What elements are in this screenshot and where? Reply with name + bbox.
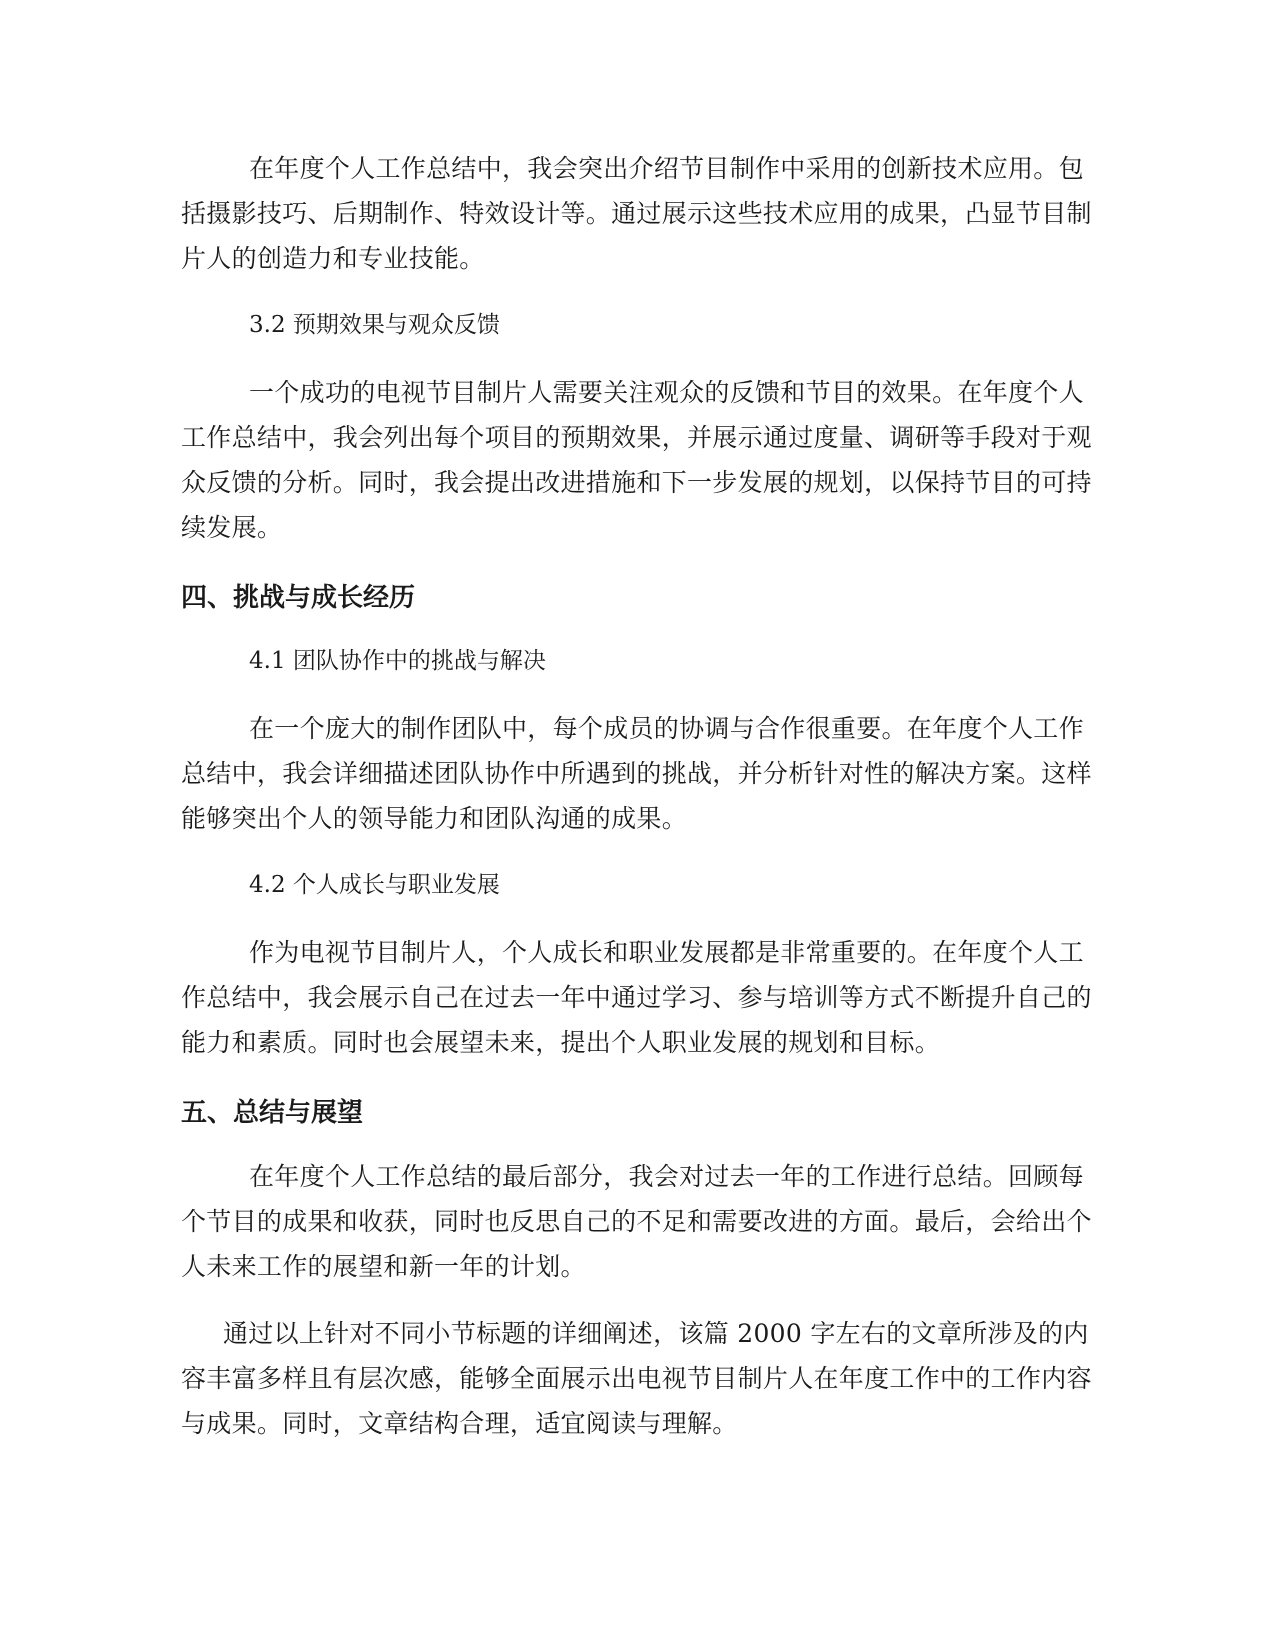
section-heading-4: 四、挑战与成长经历 xyxy=(181,583,416,613)
subsection-title-4-2: 4.2 个人成长与职业发展 xyxy=(249,872,500,898)
paragraph-personal-growth: 作为电视节目制片人，个人成长和职业发展都是非常重要的。在年度个人工作总结中，我会展示自己在过去一年中通过学习、参与培训等方式不断提升自己的能力和素质。同时也会展望未来，提出个人职业发展的规划和目标。 xyxy=(181,938,1092,1057)
document-page xyxy=(181,146,1097,1446)
paragraph-conclusion: 通过以上针对不同小节标题的详细阐述，该篇 2000 字左右的文章所涉及的内容丰富多样且有层次感，能够全面展示出电视节目制片人在年度工作中的工作内容与成果。同时，文章结构合理，适宜阅读与理解。 xyxy=(181,1319,1092,1438)
subsection-title-4-1: 4.1 团队协作中的挑战与解决 xyxy=(249,648,546,674)
paragraph-summary: 在年度个人工作总结的最后部分，我会对过去一年的工作进行总结。回顾每个节目的成果和收获，同时也反思自己的不足和需要改进的方面。最后，会给出个人未来工作的展望和新一年的计划。 xyxy=(181,1162,1092,1281)
paragraph-team-challenges: 在一个庞大的制作团队中，每个成员的协调与合作很重要。在年度个人工作总结中，我会详细描述团队协作中所遇到的挑战，并分析针对性的解决方案。这样能够突出个人的领导能力和团队沟通的成果。 xyxy=(181,714,1092,833)
paragraph-innovation-tech: 在年度个人工作总结中，我会突出介绍节目制作中采用的创新技术应用。包括摄影技巧、后期制作、特效设计等。通过展示这些技术应用的成果，凸显节目制片人的创造力和专业技能。 xyxy=(181,154,1092,273)
paragraph-audience-feedback: 一个成功的电视节目制片人需要关注观众的反馈和节目的效果。在年度个人工作总结中，我会列出每个项目的预期效果，并展示通过度量、调研等手段对于观众反馈的分析。同时，我会提出改进措施和下一步发展的规划，以保持节目的可持续发展。 xyxy=(181,378,1092,542)
subsection-title-3-2: 3.2 预期效果与观众反馈 xyxy=(249,312,500,338)
section-heading-5: 五、总结与展望 xyxy=(181,1098,364,1128)
